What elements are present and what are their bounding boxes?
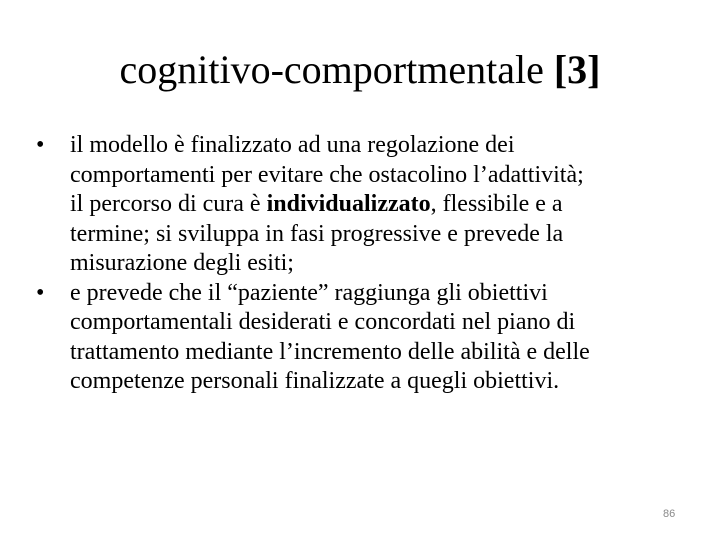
bullet-text-segment: , flessibile e a xyxy=(430,191,563,217)
bullet-item-2 xyxy=(36,279,696,397)
bullet-line: comportamentali desiderati e concordati nel piano di xyxy=(70,309,576,335)
bullet-bold-term: individualizzato xyxy=(266,191,431,217)
bullet-line: trattamento mediante l’incremento delle abilità e delle xyxy=(70,338,590,365)
bullet-line xyxy=(70,190,696,220)
bullet-list xyxy=(36,131,696,397)
bullet-marker: • xyxy=(36,132,45,158)
slide-title xyxy=(0,42,720,98)
page-number: 86 xyxy=(663,508,676,520)
bullet-item-1 xyxy=(36,131,696,279)
bullet-line: termine; si sviluppa in fasi progressive e prevede la xyxy=(70,220,564,247)
bullet-line: comportamenti per evitare che ostacolino l’adattività; xyxy=(70,161,584,188)
bullet-line: misurazione degli esiti; xyxy=(70,250,294,276)
bullet-text-segment: il percorso di cura è xyxy=(70,191,267,217)
bullet-marker: • xyxy=(36,279,45,306)
slide-title-text: cognitivo-comportmentale xyxy=(119,47,554,92)
bullet-line: e prevede che il “paziente” raggiunga gli obiettivi xyxy=(70,279,548,306)
bullet-line: competenze personali finalizzate a quegli obiettivi. xyxy=(70,368,560,394)
slide-title-reference: [3] xyxy=(553,47,601,92)
bullet-line: il modello è finalizzato ad una regolazione dei xyxy=(70,132,515,158)
